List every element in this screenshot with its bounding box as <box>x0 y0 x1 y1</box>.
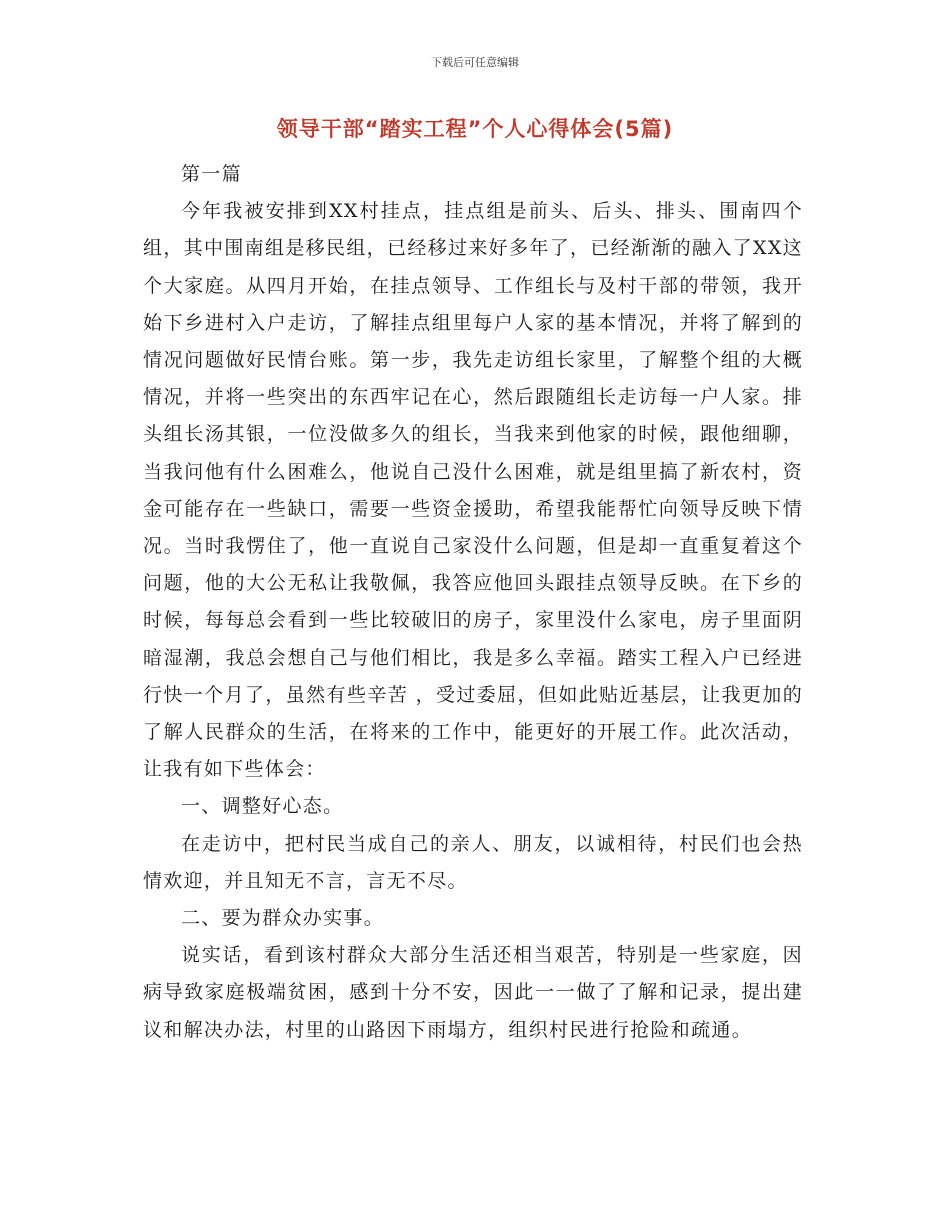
paragraph: 在走访中，把村民当成自己的亲人、朋友，以诚相待，村民们也会热情欢迎，并且知无不言，言无不尽。 <box>143 832 803 892</box>
header-note: 下载后可任意编辑 <box>431 56 519 69</box>
paragraph: 今年我被安排到XX村挂点，挂点组是前头、后头、排头、围南四个组，其中围南组是移民组，已经移过来好多年了，已经渐渐的融入了XX这个大家庭。从四月开始，在挂点领导、工作组长与及村干部的带领，我开始下乡进村入户走访，了解挂点组里每户人家的基本情况，并将了解到的情况问题做好民情台账。第一步，我先走访组长家里，了解整个组的大概情况，并将一些突出的东西牢记在心，然后跟随组长走访每一户人家。排头组长汤其银，一位没做多久的组长，当我来到他家的时候，跟他细聊，当我问他有什么困难么，他说自己没什么困难，就是组里搞了新农村，资金可能存在一些缺口，需要一些资金援助，希望我能帮忙向领导反映下情况。当时我愣住了，他一直说自己家没什么问题，但是却一直重复着这个问题，他的大公无私让我敬佩，我答应他回头跟挂点领导反映。在下乡的时候，每每总会看到一些比较破旧的房子，家里没什么家电，房子里面阴暗湿潮，我总会想自己与他们相比，我是多么幸福。踏实工程入户已经进行快一个月了，虽然有些辛苦 ，受过委屈，但如此贴近基层，让我更加的了解人民群众的生活，在将来的工作中，能更好的开展工作。此次活动，让我有如下些体会： <box>143 200 803 781</box>
document-body <box>143 156 803 1049</box>
subheading: 一、调整好心态。 <box>181 795 344 818</box>
document-title: 领导干部“踏实工程”个人心得体会(5篇) <box>276 117 674 141</box>
paragraph: 说实话，看到该村群众大部分生活还相当艰苦，特别是一些家庭，因病导致家庭极端贫困，感到十分不安，因此一一做了了解和记录，提出建议和解决办法，村里的山路因下雨塌方，组织村民进行抢险和疏通。 <box>143 944 803 1041</box>
subheading: 二、要为群众办实事。 <box>181 907 385 930</box>
section-heading: 第一篇 <box>181 163 242 185</box>
